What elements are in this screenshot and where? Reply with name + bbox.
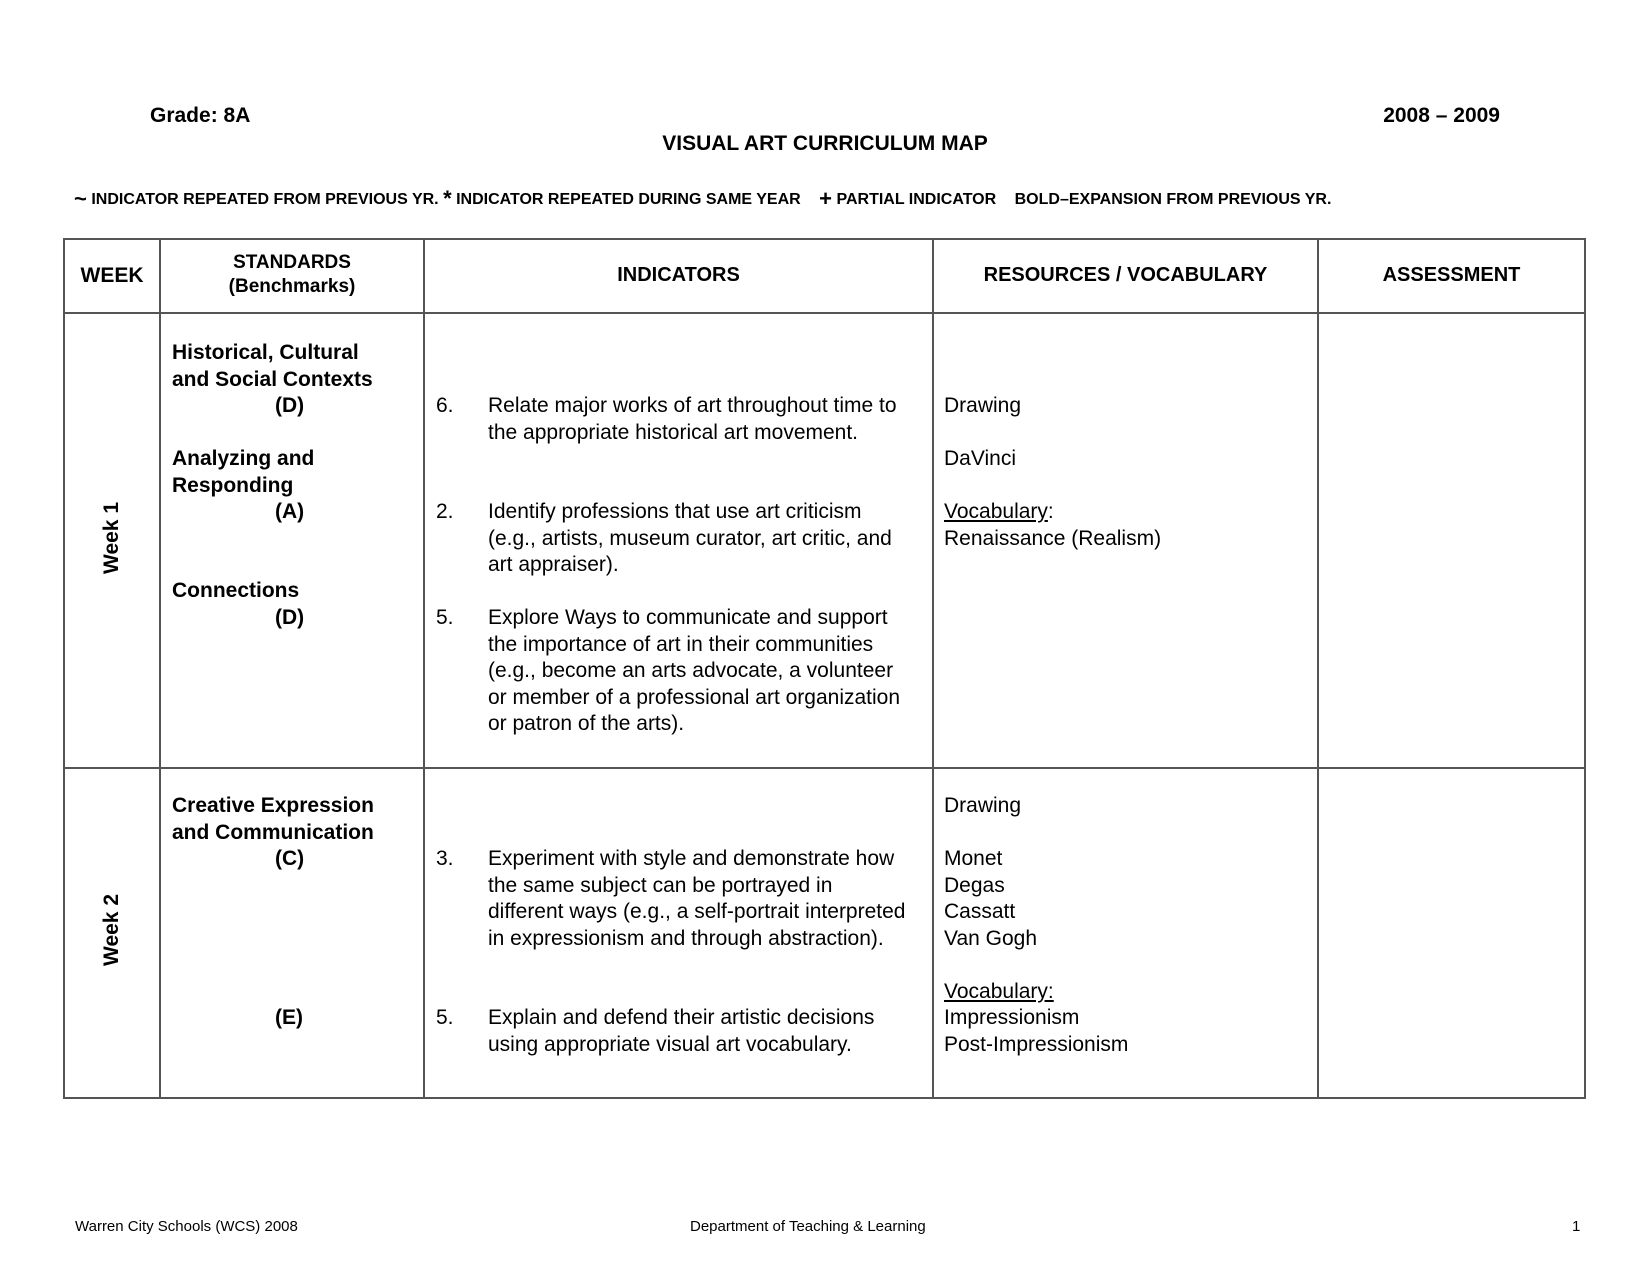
indicator-number: 2. [436, 500, 454, 523]
artist-item: Degas [944, 873, 1005, 897]
vocabulary-item: Post-Impressionism [944, 1032, 1129, 1056]
header-indicators: INDICATORS [617, 264, 740, 286]
legend-repeated-prev: INDICATOR REPEATED FROM PREVIOUS YR. [91, 191, 439, 208]
header-resources: RESOURCES / VOCABULARY [983, 264, 1268, 286]
indicator-number: 5. [436, 1006, 454, 1029]
header-standards: STANDARDS [233, 252, 351, 273]
indicator-text: Relate major works of art throughout time to the appropriate historical art movement. [488, 394, 897, 444]
indicator-number: 5. [436, 606, 454, 629]
footer-school: Warren City Schools (WCS) 2008 [75, 1218, 298, 1235]
standard-connections: Connections [172, 579, 300, 602]
legend-repeated-same: INDICATOR REPEATED DURING SAME YEAR [456, 191, 801, 208]
vocabulary-item: Impressionism [944, 1006, 1080, 1029]
resource-item: Drawing [944, 794, 1022, 817]
page-title: VISUAL ART CURRICULUM MAP [662, 132, 988, 155]
resource-item: Drawing [944, 394, 1022, 417]
header-benchmarks: (Benchmarks) [228, 276, 356, 297]
vocabulary-list [944, 1005, 1128, 1058]
legend [74, 186, 1331, 212]
page-number: 1 [1572, 1218, 1581, 1235]
benchmark-d: (D) [275, 394, 305, 417]
indicator-number: 3. [436, 847, 454, 870]
artist-item: Van Gogh [944, 926, 1038, 950]
header-week: WEEK [80, 264, 144, 287]
vocabulary-label: Vocabulary: [944, 980, 1054, 1003]
tilde-symbol: ~ [74, 186, 87, 211]
vocabulary-label: Vocabulary: [944, 500, 1054, 523]
header-assessment: ASSESSMENT [1382, 264, 1521, 286]
standard-creative: Creative Expression and Communication [172, 794, 374, 844]
standard-analyzing: Analyzing and Responding [172, 447, 315, 497]
benchmark-a: (A) [275, 500, 305, 523]
artist-item: Monet [944, 847, 1003, 870]
indicator-text: Experiment with style and demonstrate how the same subject can be portrayed in different ways (e.g., a self-portrait interpreted in expressionism and through abstraction). [488, 847, 906, 950]
benchmark-c: (C) [275, 847, 305, 870]
standard-historical: Historical, Cultural and Social Contexts [172, 341, 373, 391]
week-1-label: Week 1 [100, 502, 123, 574]
benchmark-d2: (D) [275, 606, 305, 629]
indicator-text: Explain and defend their artistic decisions using appropriate visual art vocabulary. [488, 1006, 875, 1056]
indicator-text: Identify professions that use art criticism (e.g., artists, museum curator, art critic, and art appraiser). [488, 500, 892, 576]
legend-partial: PARTIAL INDICATOR [836, 191, 997, 208]
vocabulary-item: Renaissance (Realism) [944, 527, 1162, 550]
asterisk-symbol: * [443, 186, 452, 211]
artist-list [944, 846, 1037, 952]
artist-item: Cassatt [944, 900, 1016, 923]
indicator-number: 6. [436, 394, 454, 417]
resource-item: DaVinci [944, 447, 1016, 470]
footer-department: Department of Teaching & Learning [690, 1218, 926, 1235]
benchmark-e: (E) [275, 1006, 303, 1029]
school-year: 2008 – 2009 [1383, 104, 1500, 127]
legend-bold-expansion: BOLD–EXPANSION FROM PREVIOUS YR. [1014, 191, 1332, 208]
week-2-label: Week 2 [100, 894, 123, 966]
indicator-text: Explore Ways to communicate and support the importance of art in their communities (e.g., become an arts advocate, a volunteer or member of a professional art organization or patron of the arts). [488, 606, 901, 735]
grade-label: Grade: 8A [150, 104, 251, 127]
plus-symbol: + [819, 186, 833, 211]
